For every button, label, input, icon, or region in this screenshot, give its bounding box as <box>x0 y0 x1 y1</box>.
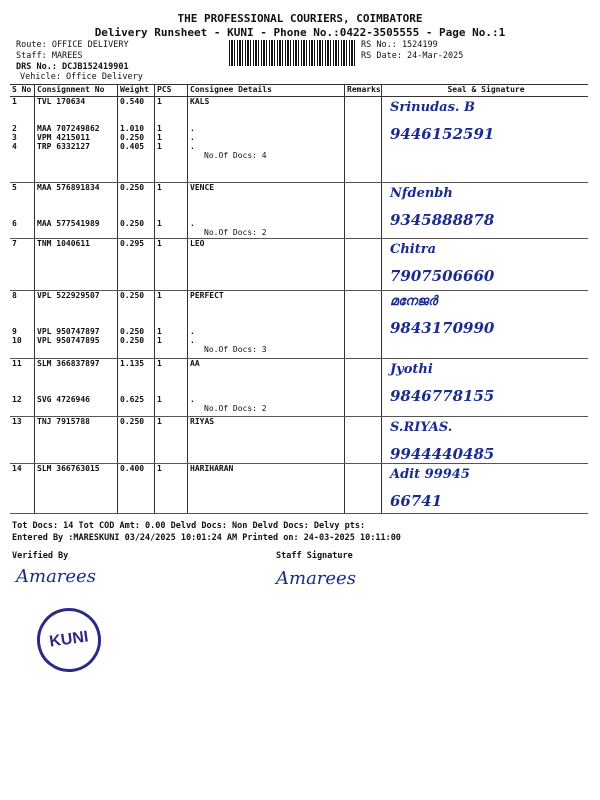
cell-line: 0.250 <box>120 133 145 142</box>
handwritten-signature: 9446152591 <box>390 125 495 143</box>
cell-wt <box>118 183 155 239</box>
cell-line: 1 <box>157 291 162 300</box>
cell-line: 1 <box>157 183 162 192</box>
cell-sno <box>10 417 35 464</box>
cell-cn <box>35 464 118 514</box>
cell-sno <box>10 239 35 291</box>
cell-line: 1 <box>157 133 162 142</box>
cell-line <box>190 300 344 309</box>
cell-line <box>157 386 187 395</box>
cell-line: LEO <box>190 239 205 248</box>
cell-line: TNJ 7915788 <box>37 417 90 426</box>
cell-line: 3 <box>12 133 17 142</box>
cell-line: 8 <box>12 291 17 300</box>
cell-pcs <box>155 464 188 514</box>
cell-cons <box>188 291 345 359</box>
cell-wt <box>118 97 155 183</box>
cell-line: AA <box>190 359 200 368</box>
cell-sno <box>10 97 35 183</box>
cell-line <box>12 368 34 377</box>
cell-line: 1.135 <box>120 359 145 368</box>
no-of-docs: No.Of Docs: 4 <box>204 151 267 160</box>
cell-line <box>120 201 154 210</box>
staff: Staff: MAREES <box>16 51 83 61</box>
cell-line: SLM 366837897 <box>37 359 100 368</box>
cell-line <box>120 106 154 115</box>
table-row <box>10 291 588 359</box>
cell-cons <box>188 464 345 514</box>
cell-line: 7 <box>12 239 17 248</box>
cell-line: 1 <box>157 327 162 336</box>
cell-line: 0.400 <box>120 464 145 473</box>
cell-pcs <box>155 417 188 464</box>
cell-line: SVG 4726946 <box>37 395 90 404</box>
cell-signature <box>382 359 589 417</box>
drs-number: DRS No.: DCJB152419901 <box>16 62 129 72</box>
cell-signature <box>382 417 589 464</box>
cell-line <box>190 201 344 210</box>
col-sno: S No <box>10 85 35 97</box>
cell-sno <box>10 359 35 417</box>
cell-line: 0.295 <box>120 239 145 248</box>
cell-line: VPL 950747895 <box>37 336 100 345</box>
cell-line <box>190 386 344 395</box>
cell-line: VPL 522929507 <box>37 291 100 300</box>
cell-pcs <box>155 359 188 417</box>
company-title: THE PROFESSIONAL COURIERS, COIMBATORE <box>177 12 423 25</box>
cell-pcs <box>155 183 188 239</box>
cell-remarks <box>345 239 382 291</box>
staff-signature: Amarees <box>276 568 356 589</box>
cell-line <box>37 368 117 377</box>
cell-sno <box>10 291 35 359</box>
cell-line <box>157 106 187 115</box>
cell-line: 0.250 <box>120 291 145 300</box>
cell-remarks <box>345 417 382 464</box>
cell-line: 0.250 <box>120 336 145 345</box>
cell-line: 0.540 <box>120 97 145 106</box>
col-pcs: PCS <box>155 85 188 97</box>
cell-cons <box>188 417 345 464</box>
cell-line <box>120 377 154 386</box>
cell-line <box>12 318 34 327</box>
cell-line: VENCE <box>190 183 215 192</box>
cell-line <box>120 300 154 309</box>
cell-signature <box>382 183 589 239</box>
cell-remarks <box>345 291 382 359</box>
cell-line: 1 <box>157 142 162 151</box>
cell-line: MAA 576891834 <box>37 183 100 192</box>
cell-line <box>190 368 344 377</box>
handwritten-signature: S.RIYAS. <box>390 420 453 435</box>
no-of-docs: No.Of Docs: 2 <box>204 228 267 237</box>
cell-line <box>37 377 117 386</box>
cell-line <box>37 201 117 210</box>
cell-pcs <box>155 97 188 183</box>
cell-wt <box>118 291 155 359</box>
cell-line <box>190 210 344 219</box>
cell-line <box>37 309 117 318</box>
cell-line <box>157 115 187 124</box>
cell-line: 0.405 <box>120 142 145 151</box>
table-row <box>10 359 588 417</box>
col-consignee: Consignee Details <box>188 85 345 97</box>
table-row <box>10 239 588 291</box>
cell-signature <box>382 291 589 359</box>
cell-line: . <box>190 219 195 228</box>
cell-line <box>190 309 344 318</box>
table-row <box>10 417 588 464</box>
cell-line <box>157 300 187 309</box>
cell-cn <box>35 359 118 417</box>
runsheet-table <box>10 84 588 514</box>
runsheet-subtitle: Delivery Runsheet - KUNI - Phone No.:0422-3505555 - Page No.:1 <box>94 26 506 39</box>
col-consignment: Consignment No <box>35 85 118 97</box>
cell-line <box>12 210 34 219</box>
col-weight: Weight <box>118 85 155 97</box>
cell-line: RIYAS <box>190 417 215 426</box>
cell-line <box>120 309 154 318</box>
handwritten-signature: 7907506660 <box>390 267 495 285</box>
cell-line <box>190 106 344 115</box>
handwritten-signature: 9843170990 <box>390 319 495 337</box>
cell-line: SLM 366763015 <box>37 464 100 473</box>
cell-line <box>157 192 187 201</box>
cell-line <box>12 106 34 115</box>
cell-line <box>120 192 154 201</box>
cell-line <box>190 318 344 327</box>
cell-line: 5 <box>12 183 17 192</box>
cell-line <box>157 377 187 386</box>
cell-line: 1 <box>157 219 162 228</box>
cell-line <box>120 386 154 395</box>
cell-line <box>37 386 117 395</box>
barcode <box>229 40 357 66</box>
handwritten-signature: Srinudas. B <box>390 100 475 115</box>
cell-cn <box>35 239 118 291</box>
entered-by-line: Entered By :MARESKUNI 03/24/2025 10:01:24 AM Printed on: 24-03-2025 10:11:00 <box>12 533 401 543</box>
cell-remarks <box>345 97 382 183</box>
cell-line: TRP 6332127 <box>37 142 90 151</box>
cell-line <box>12 377 34 386</box>
cell-line: 1 <box>12 97 17 106</box>
rs-date: RS Date: 24-Mar-2025 <box>361 51 464 61</box>
cell-remarks <box>345 183 382 239</box>
cell-line <box>37 210 117 219</box>
cell-line: MAA 707249862 <box>37 124 100 133</box>
cell-line: 4 <box>12 142 17 151</box>
cell-line: VPM 4215011 <box>37 133 90 142</box>
cell-line <box>157 368 187 377</box>
cell-line <box>120 115 154 124</box>
cell-pcs <box>155 291 188 359</box>
cell-line: 14 <box>12 464 22 473</box>
cell-line <box>120 210 154 219</box>
cell-line: 1 <box>157 336 162 345</box>
cell-line: . <box>190 133 195 142</box>
cell-line <box>12 192 34 201</box>
rs-number: RS No.: 1524199 <box>361 40 438 50</box>
route: Route: OFFICE DELIVERY <box>16 40 129 50</box>
cell-line <box>157 201 187 210</box>
cell-line: PERFECT <box>190 291 224 300</box>
cell-line: TNM 1040611 <box>37 239 90 248</box>
handwritten-signature: Nfdenbh <box>390 186 453 201</box>
cell-line <box>157 309 187 318</box>
no-of-docs: No.Of Docs: 3 <box>204 345 267 354</box>
cell-line <box>12 300 34 309</box>
cell-cn <box>35 291 118 359</box>
cell-line: TVL 170634 <box>37 97 86 106</box>
cell-cons <box>188 239 345 291</box>
staff-signature-label: Staff Signature <box>276 551 353 561</box>
cell-line: 1 <box>157 359 162 368</box>
cell-sno <box>10 183 35 239</box>
cell-cons <box>188 359 345 417</box>
cell-line: 1 <box>157 124 162 133</box>
cell-line: 13 <box>12 417 22 426</box>
handwritten-signature: 66741 <box>390 492 443 510</box>
handwritten-signature: Jyothi <box>390 362 433 377</box>
cell-line: 0.250 <box>120 327 145 336</box>
table-row <box>10 97 588 183</box>
cell-line: 0.625 <box>120 395 145 404</box>
vehicle: Vehicle: Office Delivery <box>20 72 143 82</box>
cell-line <box>12 309 34 318</box>
cell-line: . <box>190 336 195 345</box>
cell-line <box>12 115 34 124</box>
cell-line <box>12 386 34 395</box>
cell-line: . <box>190 142 195 151</box>
cell-pcs <box>155 239 188 291</box>
handwritten-signature: 9944440485 <box>390 445 495 463</box>
cell-line: 1 <box>157 464 162 473</box>
cell-signature <box>382 239 589 291</box>
cell-line: 1.010 <box>120 124 145 133</box>
col-remarks: Remarks <box>345 85 382 97</box>
kuni-stamp: KUNI <box>33 604 105 676</box>
cell-line <box>37 318 117 327</box>
cell-line: . <box>190 124 195 133</box>
table-header-row <box>10 85 588 97</box>
verified-by-label: Verified By <box>12 551 69 561</box>
cell-line <box>37 300 117 309</box>
cell-line <box>37 192 117 201</box>
cell-signature <box>382 97 589 183</box>
cell-line: 1 <box>157 417 162 426</box>
cell-remarks <box>345 359 382 417</box>
cell-line: 6 <box>12 219 17 228</box>
cell-wt <box>118 464 155 514</box>
handwritten-signature: Chitra <box>390 242 437 257</box>
cell-line <box>190 115 344 124</box>
table-row <box>10 464 588 514</box>
cell-line: 1 <box>157 97 162 106</box>
cell-remarks <box>345 464 382 514</box>
cell-line <box>157 210 187 219</box>
cell-cons <box>188 97 345 183</box>
cell-cn <box>35 183 118 239</box>
cell-line <box>190 192 344 201</box>
cell-line <box>120 318 154 327</box>
cell-cons <box>188 183 345 239</box>
cell-line <box>37 106 117 115</box>
cell-line: 0.250 <box>120 219 145 228</box>
cell-line: 1 <box>157 239 162 248</box>
cell-line: 12 <box>12 395 22 404</box>
cell-line <box>157 318 187 327</box>
cell-cn <box>35 97 118 183</box>
no-of-docs: No.Of Docs: 2 <box>204 404 267 413</box>
cell-line: 11 <box>12 359 22 368</box>
verified-signature: Amarees <box>16 566 96 587</box>
handwritten-signature: 9846778155 <box>390 387 495 405</box>
cell-line: . <box>190 327 195 336</box>
cell-cn <box>35 417 118 464</box>
cell-line <box>37 115 117 124</box>
cell-line: HARIHARAN <box>190 464 234 473</box>
cell-line: 0.250 <box>120 183 145 192</box>
cell-wt <box>118 417 155 464</box>
cell-line: VPL 950747897 <box>37 327 100 336</box>
cell-sno <box>10 464 35 514</box>
cell-line: 9 <box>12 327 17 336</box>
totals-line: Tot Docs: 14 Tot COD Amt: 0.00 Delvd Docs: Non Delvd Docs: Delvy pts: <box>12 521 366 531</box>
table-row <box>10 183 588 239</box>
cell-line <box>190 377 344 386</box>
col-seal-signature: Seal & Signature <box>382 85 589 97</box>
cell-signature <box>382 464 589 514</box>
cell-line: 2 <box>12 124 17 133</box>
cell-wt <box>118 239 155 291</box>
cell-line: 0.250 <box>120 417 145 426</box>
handwritten-signature: മനേജർ <box>390 294 438 309</box>
cell-line: 1 <box>157 395 162 404</box>
cell-line: . <box>190 395 195 404</box>
cell-line <box>120 368 154 377</box>
cell-wt <box>118 359 155 417</box>
cell-line: KALS <box>190 97 210 106</box>
cell-line <box>12 201 34 210</box>
cell-line: 10 <box>12 336 22 345</box>
handwritten-signature: 9345888878 <box>390 211 495 229</box>
cell-line: MAA 577541989 <box>37 219 100 228</box>
handwritten-signature: Adit 99945 <box>390 467 470 482</box>
